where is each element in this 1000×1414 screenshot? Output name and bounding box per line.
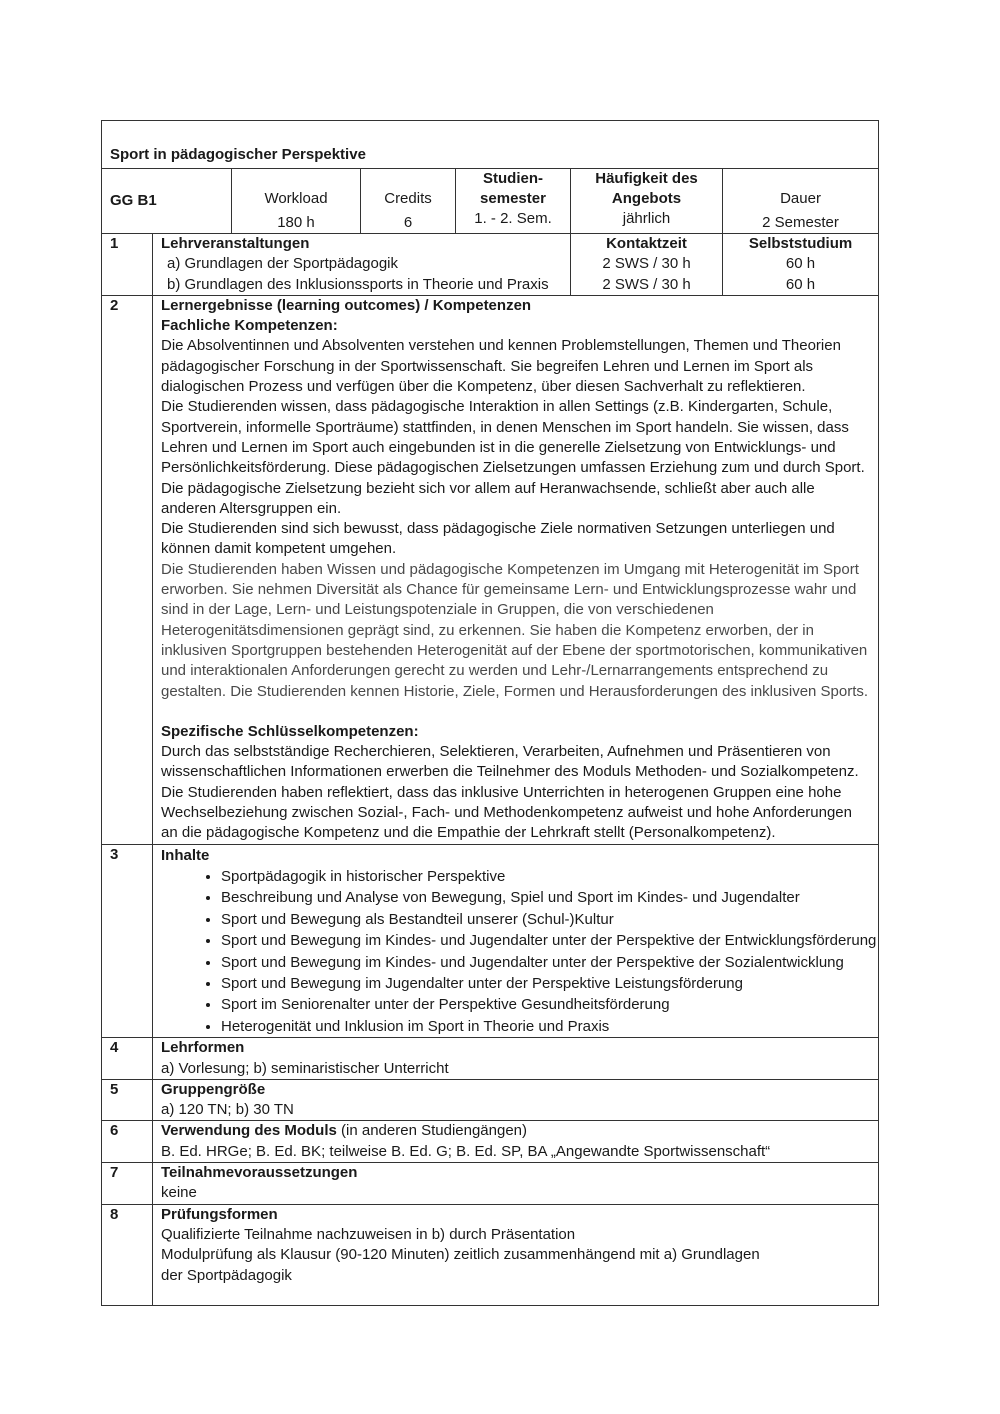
self-study-label: Selbststudium: [748, 235, 853, 252]
list-item: • Sportpädagogik in historischer Perspektive: [221, 866, 878, 887]
duration-label: Dauer: [780, 190, 821, 207]
semester-cell: [456, 169, 571, 234]
section-1-self-study: [723, 234, 879, 296]
section-2-title: Lernergebnisse (learning outcomes) / Kompetenzen: [161, 296, 532, 314]
section-7-row: [102, 1163, 879, 1205]
section-6-title: Verwendung des Moduls: [161, 1122, 337, 1140]
section-2-number: 2: [102, 295, 153, 844]
module-description-page: [101, 120, 878, 1306]
section-5-number: 5: [102, 1079, 153, 1121]
duration-cell: [723, 169, 879, 234]
section-8-line-1: Qualifizierte Teilnahme nachzuweisen in b) durch Präsentation: [161, 1225, 576, 1243]
section-6-heading: [161, 1121, 878, 1141]
module-title: Sport in pädagogischer Perspektive: [102, 121, 879, 169]
credits-label: Credits: [384, 190, 432, 207]
course-a-name: a) Grundlagen der Sportpädagogik: [167, 255, 398, 273]
section-7-title: Teilnahmevoraussetzungen: [161, 1164, 358, 1182]
course-a-self: 60 h: [785, 255, 816, 273]
list-item: • Heterogenität und Inklusion im Sport in Theorie und Praxis: [221, 1016, 878, 1037]
list-item: • Sport im Seniorenalter unter der Perspektive Gesundheitsförderung: [221, 994, 878, 1015]
section-4-row: [102, 1038, 879, 1080]
section-2-content: [153, 295, 879, 844]
section-7-text: keine: [161, 1184, 197, 1202]
section-6-content: [153, 1121, 879, 1163]
section-1-number: 1: [102, 234, 153, 296]
section-7-number: 7: [102, 1163, 153, 1205]
outcomes-paragraph-4: Die Studierenden haben Wissen und pädagogische Kompetenzen im Umgang mit Heterogenität im Sport erworben. Sie nehmen Diversität als Chance für gemeinsame Lern- und Entwicklungsprozesse wahr und sind in der Lage, Lern- und Leistungspotenziale in Gruppen, die von verschiedenen Heterogenitätsdimensionen geprägt sind, zu erkennen. Sie haben die Kompetenz erworben, der in inklusiven Sportgruppen bestehenden Heterogenität auf der Ebene der sportmotorischen, kommunikativen und interaktionalen Anforderungen gerecht zu werden und Lehr-/Lernarrangements entsprechend zu gestalten. Die Studierenden kennen Historie, Ziele, Formen und Herausforderungen des inklusiven Sports.: [161, 560, 869, 700]
credits-cell: [361, 169, 456, 234]
subject-competences-heading: Fachliche Kompetenzen:: [161, 317, 338, 335]
module-header-row: [102, 169, 879, 234]
section-3-content: [153, 844, 879, 1038]
section-5-row: [102, 1079, 879, 1121]
course-b-self: 60 h: [785, 275, 816, 293]
section-8-line-2: Modulprüfung als Klausur (90-120 Minuten) zeitlich zusammenhängend mit a) Grundlagen der Sportpädagogik: [161, 1246, 760, 1284]
module-code: GG B1: [102, 169, 232, 234]
contents-list: [161, 866, 878, 1037]
section-4-content: [153, 1038, 879, 1080]
section-3-number: 3: [102, 844, 153, 1038]
section-6-row: [102, 1121, 879, 1163]
section-6-title-suffix: (in anderen Studiengängen): [336, 1122, 528, 1140]
semester-label-line1: Studien-: [483, 170, 543, 187]
course-a-contact: 2 SWS / 30 h: [602, 255, 691, 273]
section-3-row: [102, 844, 879, 1038]
section-6-text: B. Ed. HRGe; B. Ed. BK; teilweise B. Ed. G; B. Ed. SP, BA „Angewandte Sportwissenschaft“: [161, 1142, 771, 1160]
section-4-number: 4: [102, 1038, 153, 1080]
contact-time-label: Kontaktzeit: [606, 235, 687, 252]
section-1-title: Lehrveranstaltungen: [161, 235, 310, 252]
workload-cell: [232, 169, 361, 234]
section-8-title: Prüfungsformen: [161, 1205, 278, 1223]
credits-value: 6: [403, 214, 413, 231]
list-item: • Sport und Bewegung im Kindes- und Jugendalter unter der Perspektive der Sozialentwicklung: [221, 952, 878, 973]
frequency-value: jährlich: [622, 210, 671, 227]
section-6-number: 6: [102, 1121, 153, 1163]
list-item: • Beschreibung und Analyse von Bewegung, Spiel und Sport im Kindes- und Jugendalter: [221, 887, 878, 908]
course-b-contact: 2 SWS / 30 h: [602, 275, 691, 293]
workload-label: Workload: [264, 190, 328, 207]
course-b-name: b) Grundlagen des Inklusionssports in Theorie und Praxis: [167, 275, 549, 293]
section-8-content: [153, 1204, 879, 1305]
module-table: [101, 120, 879, 1306]
workload-value: 180 h: [277, 214, 315, 231]
section-5-text: a) 120 TN; b) 30 TN: [161, 1101, 294, 1119]
list-item: • Sport und Bewegung im Jugendalter unter der Perspektive Leistungsförderung: [221, 973, 878, 994]
spacer: [161, 702, 872, 722]
section-5-title: Gruppengröße: [161, 1080, 266, 1098]
list-item: • Sport und Bewegung als Bestandteil unserer (Schul-)Kultur: [221, 909, 878, 930]
semester-value: 1. - 2. Sem.: [474, 210, 552, 227]
section-1-contact: [571, 234, 723, 296]
outcomes-paragraph-2: Die Studierenden wissen, dass pädagogische Interaktion in allen Settings (z.B. Kindergarten, Schule, Sportverein, informelle Sporträume) stattfinden, in denen Menschen im Sport handeln. Sie wissen, dass Lehren und Lernen im Sport auch eingebunden ist in die generelle Zielsetzung von Entwicklungs- und Persönlichkeitsförderung. Diese pädagogischen Zielsetzungen umfassen Erziehung zum und durch Sport. Die pädagogische Zielsetzung bezieht sich vor allem auf Heranwachsende, schließt aber auch alle anderen Altersgruppen ein.: [161, 398, 865, 517]
section-3-title: Inhalte: [161, 846, 210, 864]
key-competences-heading: Spezifische Schlüsselkompetenzen:: [161, 722, 419, 740]
section-8-number: 8: [102, 1204, 153, 1305]
section-4-text: a) Vorlesung; b) seminaristischer Unterricht: [161, 1059, 449, 1077]
section-5-content: [153, 1079, 879, 1121]
outcomes-paragraph-1: Die Absolventinnen und Absolventen verstehen und kennen Problemstellungen, Themen und Theorien pädagogischer Forschung in der Sportwissenschaft. Sie begreifen Lehren und Lernen im Sport als dialogischen Prozess und verfügen über die Kompetenz, über diesen Sachverhalt zu reflektieren.: [161, 337, 841, 396]
section-4-title: Lehrformen: [161, 1039, 245, 1057]
frequency-cell: [571, 169, 723, 234]
key-competences-paragraph: Durch das selbstständige Recherchieren, Selektieren, Verarbeiten, Aufnehmen und Präsentieren von wissenschaftlichen Informationen erwerben die Teilnehmer des Moduls Methoden- und Sozialkompetenz. Die Studierenden haben reflektiert, dass das inklusive Unterrichten in heterogenen Gruppen eine hohe Wechselbeziehung zwischen Sozial-, Fach- und Methodenkompetenz aufweist und hohe Anforderungen an die pädagogische Kompetenz und die Empathie der Lehrkraft stellt (Personalkompetenz).: [161, 743, 859, 842]
section-7-content: [153, 1163, 879, 1205]
frequency-label-line1: Häufigkeit des: [595, 170, 698, 187]
section-1-courses: [153, 234, 571, 296]
list-item: • Sport und Bewegung im Kindes- und Jugendalter unter der Perspektive der Entwicklungsförderung: [221, 930, 878, 951]
outcomes-paragraph-3: Die Studierenden sind sich bewusst, dass pädagogische Ziele normativen Setzungen unterliegen und können damit kompetent umgehen.: [161, 520, 835, 558]
section-2-row: [102, 295, 879, 844]
frequency-label-line2: Angebots: [611, 190, 682, 207]
section-1-row: [102, 234, 879, 296]
duration-value: 2 Semester: [762, 214, 839, 231]
section-8-row: [102, 1204, 879, 1305]
semester-label-line2: semester: [480, 190, 546, 207]
